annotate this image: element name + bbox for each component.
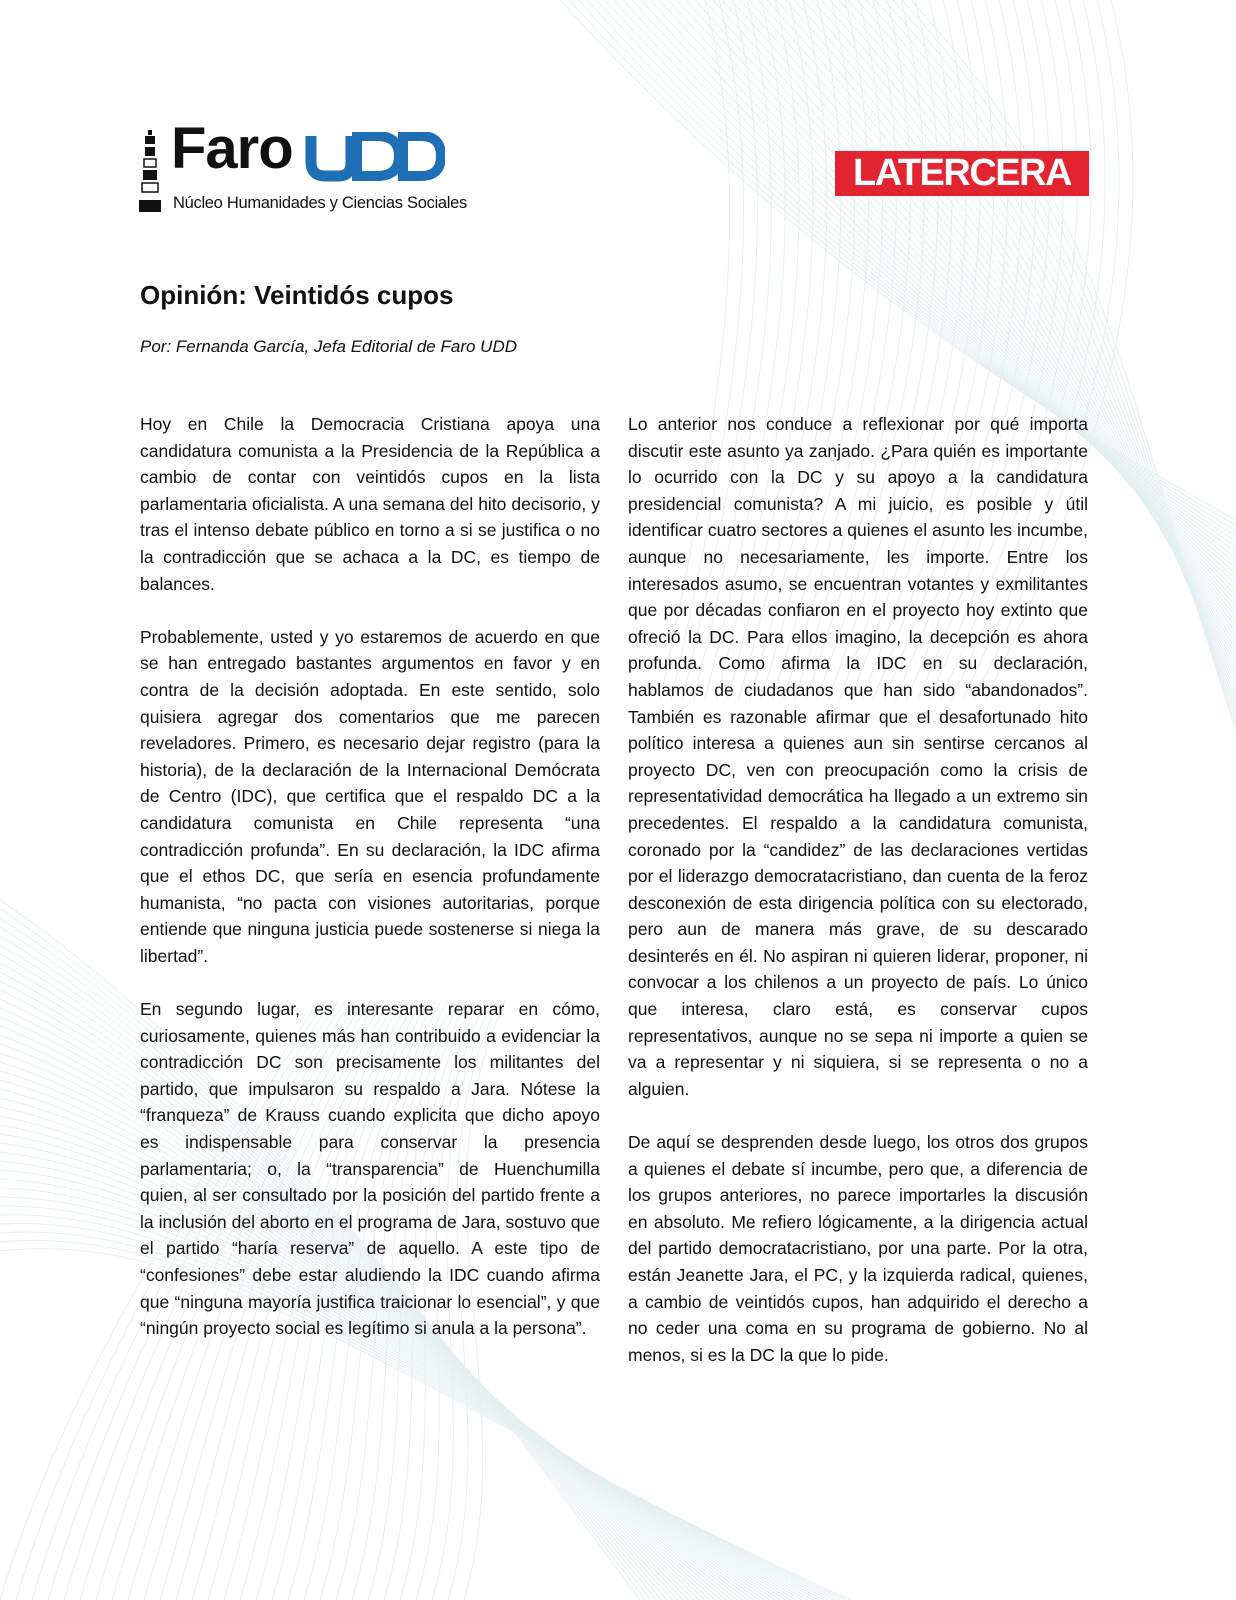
paragraph: Probablemente, usted y yo estaremos de acuerdo en que se han entregado bastantes argumentos en favor y en contra de la decisión adoptada. En este sentido, solo quisiera agregar dos comentarios que me parecen reveladores. Primero, es necesario dejar registro (para la historia), de la declaración de la Internacional Demócrata de Centro (IDC), que certifica que el respaldo DC a la candidatura comunista en Chile representa “una contradicción profunda”. En su declaración, la IDC afirma que el ethos DC, que sería en esencia profundamente humanista, “no pacta con visiones autoritarias, porque entiende que ninguna justicia puede sostenerse si niega la libertad”. (140, 626, 600, 966)
paragraph: Lo anterior nos conduce a reflexionar por qué importa discutir este asunto ya zanjado. ¿Para quién es importante lo ocurrido con la DC y su apoyo a la candidatura presidencial comunista? A mi juicio, es posible y útil identificar cuatro sectores a quienes el asunto les incumbe, aunque no necesariamente, les importe. Entre los interesados asumo, se encuentran votantes y exmilitantes que por décadas confiaron en el proyecto hoy extinto que ofreció la DC. Para ellos imagino, la decepción es ahora profunda. Como afirma la IDC en su declaración, hablamos de ciudadanos que han sido “abandonados”. También es razonable afirmar que el desafortunado hito político interesa a quienes aun sin sentirse cercanos al proyecto DC, ven con preocupación como la crisis de representatividad democrática ha llegado a un extremo sin precedentes. El respaldo a la candidatura comunista, coronado por la “candidez” de las declaraciones vertidas por el liderazgo democratacristiano, dan cuenta de la feroz desconexión de esta dirigencia política con su electorado, pero aun de manera más grave, de su descarado desinterés en él. No aspiran ni quieren liderar, proponer, ni convocar a los chilenos a un proyecto de país. Lo único que interesa, claro está, es conservar cupos representativos, aunque no se sepa ni importe a quien se va a representar y ni siquiera, si se representa o no a alguien. (628, 414, 1088, 1099)
faro-wordmark: Faro (171, 116, 293, 181)
article-right-column (628, 411, 1088, 1395)
faro-udd-logo (139, 116, 468, 218)
lighthouse-icon (139, 130, 161, 214)
article-left-column (140, 411, 600, 1368)
udd-mark (305, 132, 445, 182)
la-tercera-logo: LATERCERA (835, 151, 1089, 196)
paragraph: Hoy en Chile la Democracia Cristiana apoya una candidatura comunista a la Presidencia de la República a cambio de contar con veintidós cupos en la lista parlamentaria oficialista. A una semana del hito decisorio, y tras el intenso debate público en torno a si se justifica o no la contradicción que se achaca a la DC, es tiempo de balances. (140, 414, 600, 594)
faro-subtitle: Núcleo Humanidades y Ciencias Sociales (173, 194, 468, 212)
paragraph: De aquí se desprenden desde luego, los otros dos grupos a quienes el debate sí incumbe, pero que, a diferencia de los grupos anteriores, no parece importarles la discusión en absoluto. Me refiero lógicamente, a la dirigencia actual del partido democratacristiano, por una parte. Por la otra, están Jeanette Jara, el PC, y la izquierda radical, quienes, a cambio de veintidós cupos, han adquirido el derecho a no ceder una coma en su programa de gobierno. No al menos, si es la DC la que lo pide. (628, 1132, 1088, 1365)
article-title: Opinión: Veintidós cupos (140, 280, 454, 310)
paragraph: En segundo lugar, es interesante reparar en cómo, curiosamente, quienes más han contribuido a evidenciar la contradicción DC son precisamente los militantes del partido, que impulsaron su respaldo a Jara. Nótese la “franqueza” de Krauss cuando explicita que dicho apoyo es indispensable para conservar la presencia parlamentaria; o, la “transparencia” de Huenchumilla quien, al ser consultado por la posición del partido frente a la inclusión del aborto en el programa de Jara, sostuvo que el partido “haría reserva” de aquello. A este tipo de “confesiones” debe estar aludiendo la IDC cuando afirma que “ninguna mayoría justifica traicionar lo esencial”, y que “ningún proyecto social es legítimo si anula a la persona”. (140, 999, 600, 1339)
article-byline: Por: Fernanda García, Jefa Editorial de Faro UDD (140, 337, 517, 356)
